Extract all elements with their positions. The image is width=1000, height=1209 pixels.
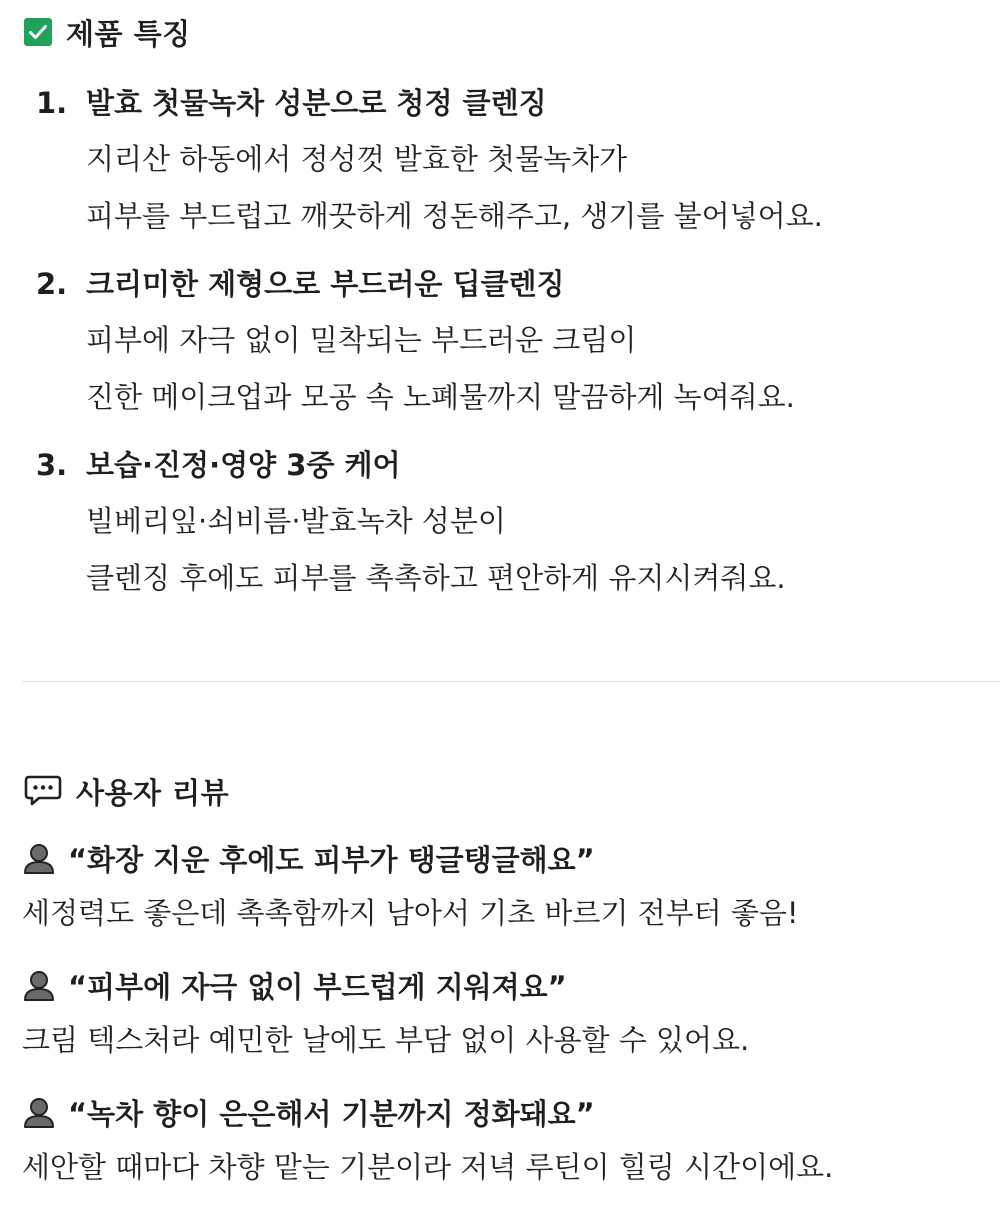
reviews-heading	[24, 770, 229, 812]
review-body: 세정력도 좋은데 촉촉함까지 남아서 기초 바르기 전부터 좋음!	[22, 896, 799, 930]
feature-description-line: 피부에 자극 없이 밀착되는 부드러운 크림이	[86, 323, 637, 357]
feature-item-3	[36, 445, 976, 598]
feature-title-text: 크리미한 제형으로 부드러운 딥클렌징	[86, 267, 565, 301]
review-body: 크림 텍스처라 예민한 날에도 부담 없이 사용할 수 있어요.	[22, 1023, 750, 1057]
person-silhouette-icon	[22, 1095, 56, 1129]
feature-description-line: 빌베리잎·쇠비름·발효녹차 성분이	[86, 504, 506, 538]
feature-description-line: 진한 메이크업과 모공 속 노폐물까지 말끔하게 녹여줘요.	[86, 380, 795, 414]
section-divider	[22, 681, 1000, 682]
review-header	[22, 965, 982, 1005]
review-item-3	[22, 1092, 982, 1187]
review-title: “녹차 향이 은은해서 기분까지 정화돼요”	[68, 1096, 595, 1131]
feature-number: 1.	[36, 86, 68, 120]
feature-title-text: 발효 첫물녹차 성분으로 청정 클렌징	[86, 86, 547, 120]
reviews-heading-text: 사용자 리뷰	[76, 775, 230, 810]
features-heading-text: 제품 특징	[66, 16, 191, 51]
feature-item-2	[36, 264, 976, 417]
review-title: “화장 지운 후에도 피부가 탱글탱글해요”	[68, 842, 595, 877]
feature-number: 3.	[36, 448, 68, 482]
review-item-2	[22, 965, 982, 1060]
person-silhouette-icon	[22, 968, 56, 1002]
check-mark-box-icon	[24, 18, 52, 46]
review-item-1	[22, 838, 982, 933]
person-silhouette-icon	[22, 841, 56, 875]
feature-number: 2.	[36, 267, 68, 301]
feature-title-text: 보습·진정·영양 3중 케어	[86, 448, 401, 482]
features-heading	[24, 14, 191, 50]
feature-description-line: 클렌징 후에도 피부를 촉촉하고 편안하게 유지시켜줘요.	[86, 561, 786, 595]
review-header	[22, 838, 982, 878]
feature-title	[36, 445, 976, 485]
feature-title	[36, 83, 976, 123]
feature-description-line: 지리산 하동에서 정성껏 발효한 첫물녹차가	[86, 142, 628, 176]
feature-item-1	[36, 83, 976, 236]
feature-description-line: 피부를 부드럽고 깨끗하게 정돈해주고, 생기를 불어넣어요.	[86, 199, 823, 233]
review-title: “피부에 자극 없이 부드럽게 지워져요”	[68, 969, 567, 1004]
review-body: 세안할 때마다 차향 맡는 기분이라 저녁 루틴이 힐링 시간이에요.	[22, 1150, 834, 1184]
review-header	[22, 1092, 982, 1132]
speech-bubble-icon	[24, 774, 62, 808]
feature-title	[36, 264, 976, 304]
